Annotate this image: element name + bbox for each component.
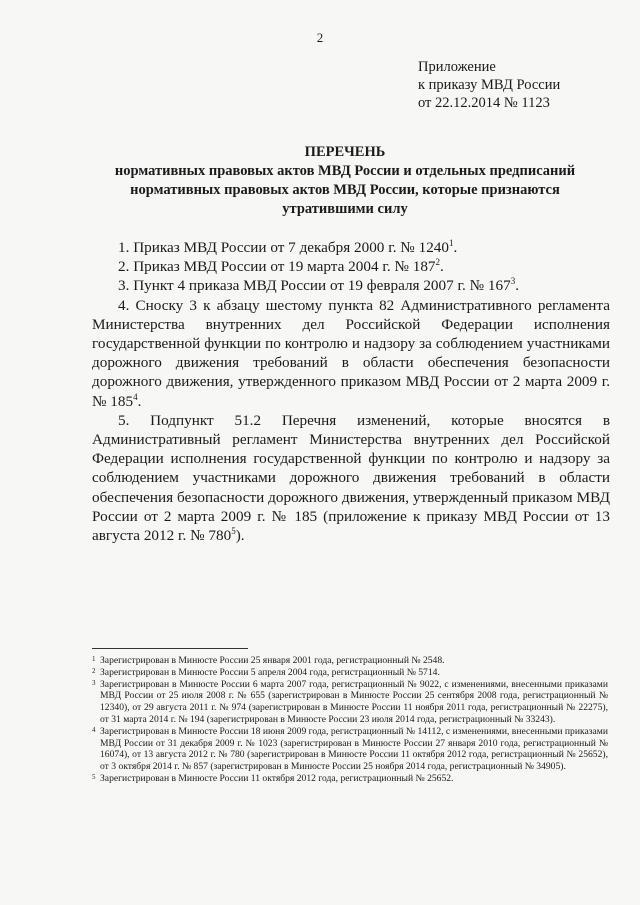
list-item bbox=[92, 238, 610, 257]
title-line: нормативных правовых актов МВД России и отдельных предписаний bbox=[114, 163, 576, 179]
document-title bbox=[90, 143, 600, 219]
footnote-ref: 5 bbox=[231, 525, 236, 536]
item-text: 5. Подпункт 51.2 Перечня изменений, которые вносятся в Административный регламент Министерства внутренних дел Российской Федерации исполнения государственной функции по контролю и надзору за соблюдением участниками дорожного движения требований в области обеспечения безопасности дорожного движения, утвержденный приказом МВД России от 2 марта 2009 г. № 185 (приложение к приказу МВД России от 13 августа 2012 г. № 780 bbox=[92, 411, 610, 545]
footnote-text: Зарегистрирован в Минюсте России 11 октября 2012 года, регистрационный № 25652. bbox=[100, 772, 454, 784]
list-item bbox=[92, 276, 610, 295]
item-tail: . bbox=[440, 258, 444, 276]
item-tail: ). bbox=[235, 527, 245, 545]
footnote-divider bbox=[92, 648, 248, 649]
footnote-ref: 2 bbox=[435, 257, 441, 268]
item-tail: . bbox=[453, 239, 458, 256]
footnote-ref: 1 bbox=[448, 237, 454, 248]
item-text: 1. Приказ МВД России от 7 декабря 2000 г. № 1240 bbox=[118, 239, 449, 256]
footnote-text: Зарегистрирован в Минюсте России 18 июня 2009 года, регистрационный № 14112, с изменениями, внесенными приказами МВД России от 31 декабря 2009 г. № 1023 (зарегистрирован в Минюсте России 27 января 2010 года, регистрационный № 16074), от 13 августа 2012 г. № 780 (зарегистрирован в Минюсте России 11 октября 2012 года, регистрационный № 25652), от 3 октября 2014 г. № 857 (зарегистрирован в Минюсте России 25 ноября 2014 года, регистрационный № 34905). bbox=[100, 725, 608, 773]
title-heading: ПЕРЕЧЕНЬ bbox=[304, 144, 386, 160]
item-tail: . bbox=[137, 392, 142, 410]
appendix-line: к приказу МВД России bbox=[418, 77, 561, 93]
footnote bbox=[92, 679, 608, 726]
list-item bbox=[92, 257, 610, 276]
title-line: утратившими силу bbox=[282, 201, 408, 217]
footnote bbox=[92, 726, 608, 773]
footnotes bbox=[92, 655, 608, 785]
list-item bbox=[92, 296, 610, 411]
footnote bbox=[92, 773, 608, 785]
list-items bbox=[92, 238, 610, 545]
footnote-mark: 3 bbox=[92, 678, 96, 687]
appendix-line: от 22.12.2014 № 1123 bbox=[418, 95, 550, 111]
footnote-mark: 1 bbox=[92, 655, 96, 663]
appendix-block bbox=[418, 58, 560, 112]
title-line: нормативных правовых актов МВД России, которые признаются bbox=[130, 182, 560, 198]
item-text: 3. Пункт 4 приказа МВД России от 19 февраля 2007 г. № 167 bbox=[118, 277, 511, 295]
appendix-line: Приложение bbox=[418, 59, 496, 75]
item-text: 4. Сноску 3 к абзацу шестому пункта 82 Административного регламента Министерства внутренних дел Российской Федерации исполнения государственной функции по контролю и надзору за соблюдением участниками дорожного движения требований в области обеспечения безопасности дорожного движения, утвержденного приказом МВД России от 2 марта 2009 г. № 185 bbox=[92, 296, 610, 410]
item-tail: . bbox=[515, 277, 519, 295]
footnote-mark: 2 bbox=[92, 666, 96, 675]
page-number: 2 bbox=[316, 30, 324, 45]
footnote-text: Зарегистрирован в Минюсте России 5 апреля 2004 года, регистрационный № 5714. bbox=[100, 666, 440, 678]
list-item bbox=[92, 411, 610, 545]
footnote-text: Зарегистрирован в Минюсте России 25 января 2001 года, регистрационный № 2548. bbox=[100, 655, 445, 666]
footnote bbox=[92, 667, 608, 679]
footnote-ref: 4 bbox=[133, 391, 138, 402]
footnote bbox=[92, 655, 608, 667]
footnote-text: Зарегистрирован в Минюсте России 6 марта 2007 года, регистрационный № 9022, с изменениями, внесенными приказами МВД России от 25 июля 2008 г. № 655 (зарегистрирован в Минюсте России 25 сентября 2008 года, регистрационный № 12340), от 29 августа 2011 г. № 974 (зарегистрирован в Минюсте России 11 ноября 2011 года, регистрационный № 22275), от 31 марта 2014 г. № 194 (зарегистрирован в Минюсте России 23 июля 2014 года, регистрационный № 33243). bbox=[100, 678, 608, 725]
footnote-ref: 3 bbox=[510, 276, 516, 287]
footnote-mark: 4 bbox=[92, 725, 96, 734]
item-text: 2. Приказ МВД России от 19 марта 2004 г. № 187 bbox=[118, 258, 436, 276]
footnote-mark: 5 bbox=[92, 772, 96, 781]
